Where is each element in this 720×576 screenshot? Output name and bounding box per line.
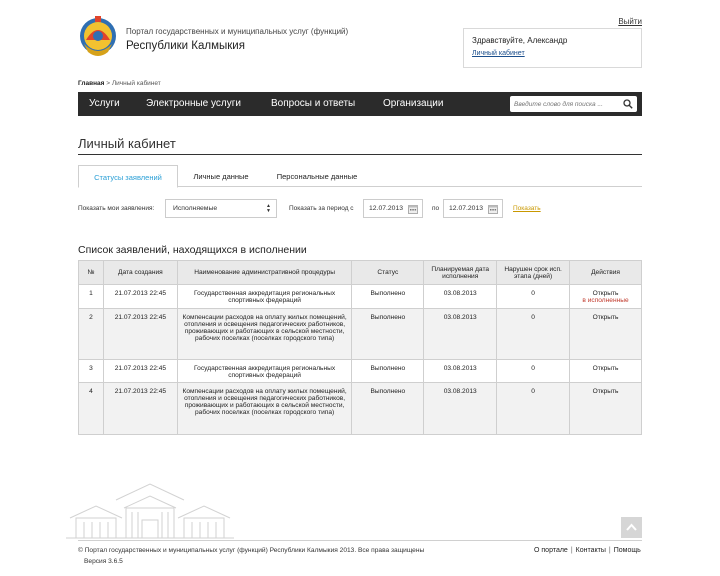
palace-illustration — [66, 478, 234, 540]
user-greeting: Здравствуйте, Александр — [472, 36, 568, 45]
portal-subtitle: Республики Калмыкия — [126, 40, 245, 52]
filter-show-label: Показать мои заявления: — [78, 205, 155, 212]
cell-number: 4 — [79, 383, 104, 435]
cell-number: 1 — [79, 285, 104, 309]
col-plan-date: Планируемая дата исполнения — [424, 261, 497, 285]
date-to-value: 12.07.2013 — [449, 205, 484, 212]
table-row — [79, 285, 642, 309]
tab-personal[interactable]: Личные данные — [193, 172, 249, 181]
cell-name: Государственная аккредитация региональных спортивных федераций — [177, 360, 352, 383]
applications-table — [78, 260, 642, 435]
table-row — [79, 360, 642, 383]
move-to-completed-link[interactable]: в исполненные — [582, 297, 629, 304]
cell-plan-date: 03.08.2013 — [424, 309, 497, 360]
col-actions: Действия — [570, 261, 642, 285]
breadcrumb-home[interactable]: Главная — [78, 80, 105, 87]
cell-date: 21.07.2013 22:45 — [103, 309, 177, 360]
breadcrumb — [78, 80, 161, 87]
status-select[interactable] — [165, 199, 277, 218]
calendar-icon[interactable] — [408, 204, 418, 214]
open-link[interactable]: Открыть — [592, 314, 619, 321]
cell-actions — [570, 383, 642, 435]
cell-plan-date: 03.08.2013 — [424, 360, 497, 383]
footer-link-contacts[interactable]: Контакты — [575, 547, 606, 554]
filters — [78, 199, 642, 219]
tabs — [78, 165, 642, 187]
cell-date: 21.07.2013 22:45 — [103, 285, 177, 309]
search-box — [510, 96, 637, 112]
cabinet-link[interactable]: Личный кабинет — [472, 50, 525, 57]
footer-links: О портале | Контакты | Помощь — [534, 547, 641, 554]
cell-date: 21.07.2013 22:45 — [103, 383, 177, 435]
select-arrows-icon: ▲ ▼ — [266, 203, 271, 214]
list-title: Список заявлений, находящихся в исполнении — [78, 244, 307, 256]
cell-name: Компенсации расходов на оплату жилых помещений, отопления и освещения педагогических работников, проживающих и работающих в сельской местности, рабочих поселках (поселках городского типа) — [177, 309, 352, 360]
footer-divider — [78, 540, 642, 541]
cell-plan-date: 03.08.2013 — [424, 383, 497, 435]
filter-to-label: по — [432, 205, 440, 212]
table-header-row — [79, 261, 642, 285]
cell-actions — [570, 360, 642, 383]
main-nav — [78, 92, 642, 116]
cell-actions — [570, 309, 642, 360]
version: Версия 3.6.5 — [84, 558, 123, 565]
cell-actions — [570, 285, 642, 309]
col-number: № — [79, 261, 104, 285]
cell-status: Выполнено — [352, 309, 424, 360]
title-divider — [78, 154, 642, 155]
nav-item-e-services[interactable]: Электронные услуги — [146, 98, 241, 109]
logout-link[interactable]: Выйти — [618, 17, 642, 26]
nav-item-organizations[interactable]: Организации — [383, 98, 444, 109]
footer-link-help[interactable]: Помощь — [613, 547, 641, 554]
user-box — [463, 28, 642, 68]
cell-overdue: 0 — [497, 360, 570, 383]
open-link[interactable]: Открыть — [592, 365, 619, 372]
cell-overdue: 0 — [497, 285, 570, 309]
filter-period-label: Показать за период с — [289, 205, 354, 212]
calendar-icon[interactable] — [488, 204, 498, 214]
cell-status: Выполнено — [352, 383, 424, 435]
arrow-up-icon — [621, 517, 642, 538]
search-icon[interactable] — [623, 99, 633, 109]
date-from-value: 12.07.2013 — [369, 205, 404, 212]
table-row — [79, 383, 642, 435]
open-link[interactable]: Открыть — [592, 290, 619, 297]
nav-item-faq[interactable]: Вопросы и ответы — [271, 98, 356, 109]
footer-link-about[interactable]: О портале — [534, 547, 568, 554]
scroll-top-button[interactable] — [621, 517, 642, 538]
coat-of-arms-icon[interactable] — [78, 14, 118, 60]
cell-name: Компенсации расходов на оплату жилых помещений, отопления и освещения педагогических работников, проживающих и работающих в сельской местности, рабочих поселках (поселках городского типа) — [177, 383, 352, 435]
col-date: Дата создания — [103, 261, 177, 285]
date-from-field[interactable] — [363, 199, 423, 218]
cell-status: Выполнено — [352, 360, 424, 383]
breadcrumb-current: Личный кабинет — [111, 80, 161, 87]
status-select-value: Исполняемые — [173, 205, 218, 212]
copyright: © Портал государственных и муниципальных услуг (функций) Республики Калмыкия 2013. Все права защищены — [78, 547, 425, 554]
portal-title: Портал государственных и муниципальных услуг (функций) — [126, 27, 349, 36]
cell-overdue: 0 — [497, 309, 570, 360]
col-name: Наименование административной процедуры — [177, 261, 352, 285]
cell-number: 3 — [79, 360, 104, 383]
cell-plan-date: 03.08.2013 — [424, 285, 497, 309]
cell-name: Государственная аккредитация региональных спортивных федераций — [177, 285, 352, 309]
table-row — [79, 309, 642, 360]
cell-date: 21.07.2013 22:45 — [103, 360, 177, 383]
search-input[interactable] — [514, 98, 622, 110]
nav-item-services[interactable]: Услуги — [89, 98, 120, 109]
cell-status: Выполнено — [352, 285, 424, 309]
tab-personal-data[interactable]: Персональные данные — [276, 172, 358, 181]
breadcrumb-separator: > — [104, 80, 112, 87]
show-button[interactable]: Показать — [513, 205, 541, 212]
date-to-field[interactable] — [443, 199, 503, 218]
tab-statuses[interactable]: Статусы заявлений — [78, 165, 178, 188]
open-link[interactable]: Открыть — [592, 388, 619, 395]
page-title: Личный кабинет — [78, 136, 176, 151]
col-overdue: Нарушен срок исп. этапа (дней) — [497, 261, 570, 285]
col-status: Статус — [352, 261, 424, 285]
cell-number: 2 — [79, 309, 104, 360]
cell-overdue: 0 — [497, 383, 570, 435]
